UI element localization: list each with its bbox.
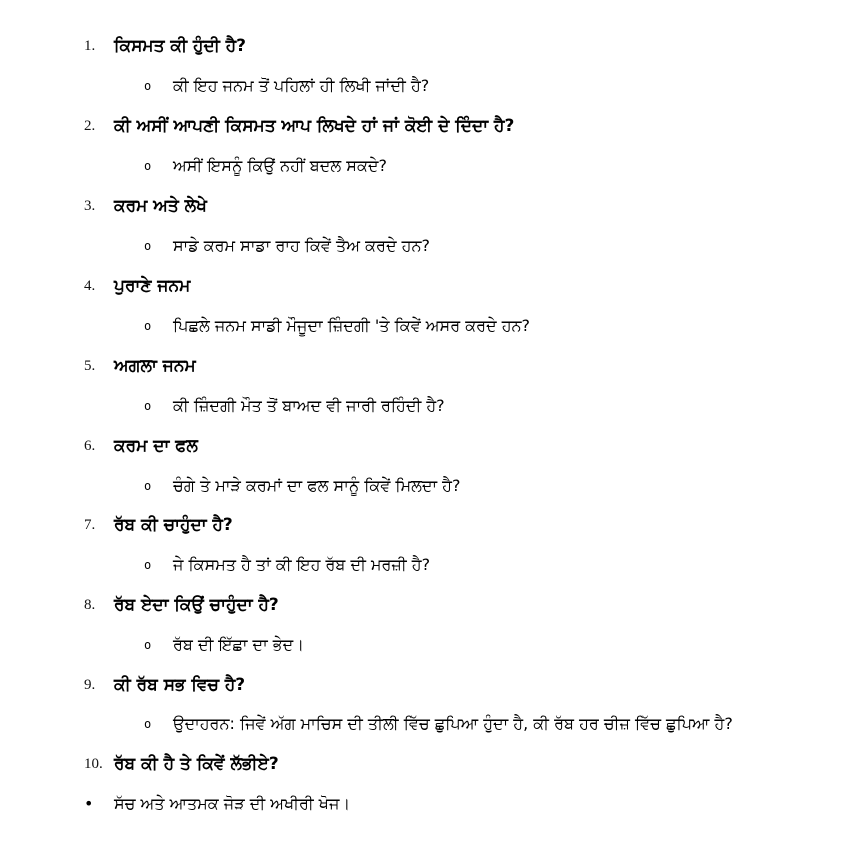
hollow-bullet-icon: o [144,79,152,93]
hollow-bullet-icon: o [144,399,152,413]
item-heading: ਕਿਸਮਤ ਕੀ ਹੁੰਦੀ ਹੈ? [114,36,247,56]
item-heading: ਕਰਮ ਦਾ ਫਲ [114,436,198,456]
sub-item-text: ਕੀ ਜ਼ਿੰਦਗੀ ਮੌਤ ਤੋਂ ਬਾਅਦ ਵੀ ਜਾਰੀ ਰਹਿੰਦੀ ਹੈ? [173,396,445,415]
item-number: 4. [84,278,96,294]
item-heading: ਪੁਰਾਣੇ ਜਨਮ [114,276,191,296]
item-heading: ਕਰਮ ਅਤੇ ਲੇਖੇ [114,196,207,216]
hollow-bullet-icon: o [144,558,152,572]
sub-item-text: ਚੰਗੇ ਤੇ ਮਾੜੇ ਕਰਮਾਂ ਦਾ ਫਲ ਸਾਨੂੰ ਕਿਵੇਂ ਮਿਲਦਾ ਹੈ? [173,476,461,495]
item-number: 8. [84,597,96,613]
hollow-bullet-icon: o [144,239,152,253]
item-heading: ਕੀ ਅਸੀਂ ਆਪਣੀ ਕਿਸਮਤ ਆਪ ਲਿਖਦੇ ਹਾਂ ਜਾਂ ਕੋਈ ਦੇ ਦਿੰਦਾ ਹੈ? [114,116,515,136]
sub-item-text: ਕੀ ਇਹ ਜਨਮ ਤੋਂ ਪਹਿਲਾਂ ਹੀ ਲਿਖੀ ਜਾਂਦੀ ਹੈ? [173,76,430,95]
item-heading: ਅਗਲਾ ਜਨਮ [114,356,196,376]
item-heading: ਰੱਬ ਕੀ ਚਾਹੁੰਦਾ ਹੈ? [114,515,233,535]
item-number: 10. [84,756,103,772]
item-number: 2. [84,118,96,134]
sub-item-text: ਉਦਾਹਰਨ: ਜਿਵੇਂ ਅੱਗ ਮਾਚਿਸ ਦੀ ਤੀਲੀ ਵਿੱਚ ਛੁਪਿਆ ਹੁੰਦਾ ਹੈ, ਕੀ ਰੱਬ ਹਰ ਚੀਜ਼ ਵਿੱਚ ਛੁਪਿਆ ਹੈ? [173,714,733,733]
sub-item-text: ਅਸੀਂ ਇਸਨੂੰ ਕਿਉਂ ਨਹੀਂ ਬਦਲ ਸਕਦੇ? [173,156,387,175]
item-number: 9. [84,677,96,693]
sub-item-text: ਸਾਡੇ ਕਰਮ ਸਾਡਾ ਰਾਹ ਕਿਵੇਂ ਤੈਅ ਕਰਦੇ ਹਨ? [173,236,430,255]
item-heading: ਕੀ ਰੱਬ ਸਭ ਵਿਚ ਹੈ? [114,675,246,695]
final-bullet-text: ਸੱਚ ਅਤੇ ਆਤਮਕ ਜੋੜ ਦੀ ਅਖੀਰੀ ਖੋਜ। [114,794,351,813]
item-number: 6. [84,438,96,454]
item-number: 7. [84,517,96,533]
bullet-icon: • [84,794,94,813]
item-number: 1. [84,38,96,54]
item-number: 5. [84,358,96,374]
sub-item-text: ਜੇ ਕਿਸਮਤ ਹੈ ਤਾਂ ਕੀ ਇਹ ਰੱਬ ਦੀ ਮਰਜ਼ੀ ਹੈ? [173,555,431,574]
sub-item-text: ਰੱਬ ਦੀ ਇੱਛਾ ਦਾ ਭੇਦ। [173,635,304,654]
hollow-bullet-icon: o [144,638,152,652]
item-number: 3. [84,198,96,214]
hollow-bullet-icon: o [144,319,152,333]
hollow-bullet-icon: o [144,159,152,173]
sub-item-text: ਪਿਛਲੇ ਜਨਮ ਸਾਡੀ ਮੌਜੂਦਾ ਜ਼ਿੰਦਗੀ 'ਤੇ ਕਿਵੇਂ ਅਸਰ ਕਰਦੇ ਹਨ? [173,316,531,335]
item-heading: ਰੱਬ ਕੀ ਹੈ ਤੇ ਕਿਵੇਂ ਲੱਭੀਏ? [114,754,279,774]
hollow-bullet-icon: o [144,717,152,731]
item-heading: ਰੱਬ ਏਦਾ ਕਿਉਂ ਚਾਹੁੰਦਾ ਹੈ? [114,595,279,615]
hollow-bullet-icon: o [144,479,152,493]
